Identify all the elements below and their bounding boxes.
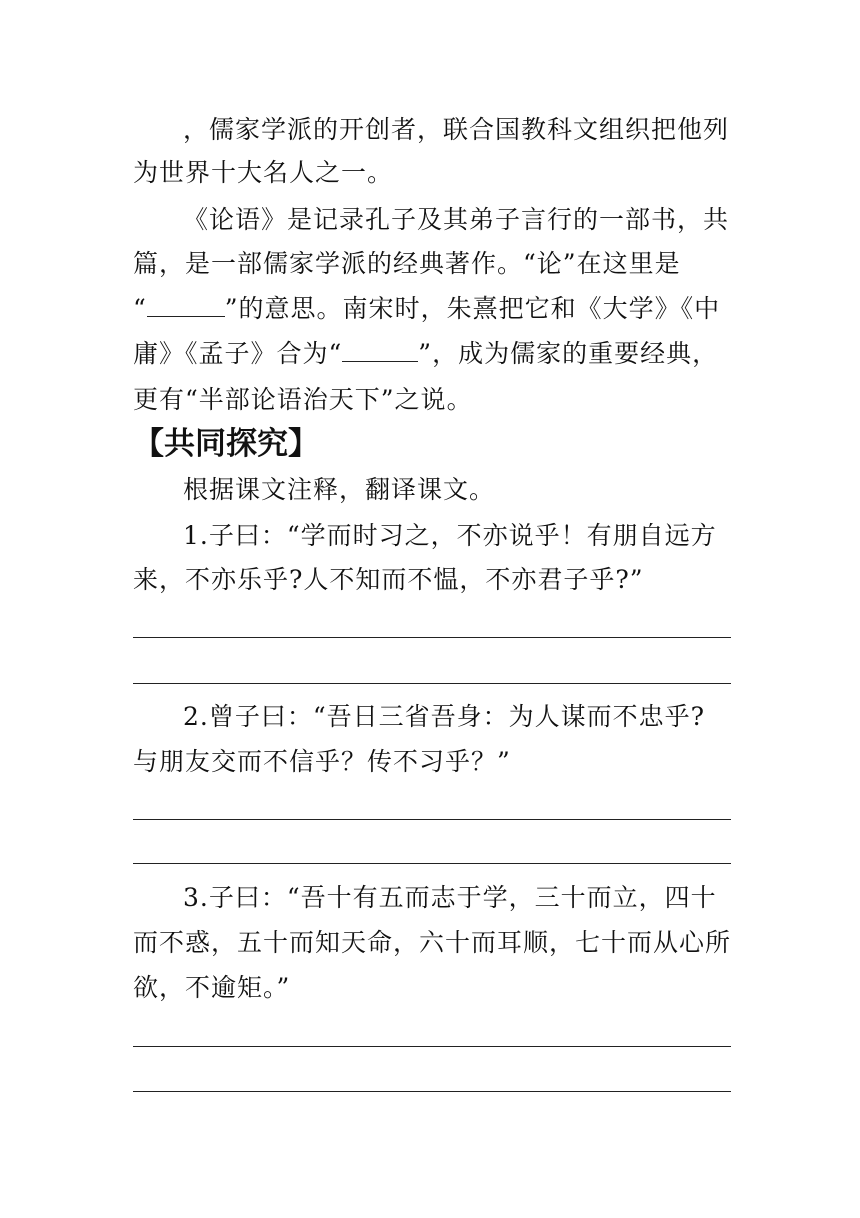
intro-p2-line4: [133, 337, 733, 371]
answer-line-q3-2[interactable]: [133, 1091, 731, 1092]
section-heading: 【共同探究】: [133, 426, 319, 462]
answer-line-q1-2[interactable]: [133, 683, 731, 684]
question-1-line1: 1.子曰：“学而时习之，不亦说乎！有朋自远方: [183, 521, 717, 550]
question-3-line3: 欲，不逾矩。”: [133, 973, 291, 1002]
answer-line-q2-1[interactable]: [133, 819, 731, 820]
intro-p2-line3: [133, 292, 733, 326]
fill-in-blank-four-books[interactable]: [342, 337, 418, 362]
intro-p1-line1: ，儒家学派的开创者，联合国教科文组织把他列: [183, 115, 730, 144]
intro-p2-line5: 更有“半部论语治天下”之说。: [133, 385, 473, 414]
question-2-line1: 2.曾子曰：“吾日三省吾身：为人谋而不忠乎?: [183, 702, 706, 731]
answer-line-q2-2[interactable]: [133, 863, 731, 864]
question-2-line2: 与朋友交而不信乎？传不习乎？”: [133, 747, 511, 776]
section-instruction: 根据课文注释，翻译课文。: [183, 475, 496, 504]
answer-line-q1-1[interactable]: [133, 637, 731, 638]
intro-p2-line4-start: 庸》《孟子》合为“: [133, 339, 343, 368]
answer-line-q3-1[interactable]: [133, 1046, 731, 1047]
intro-p2-line4-end: ”，成为儒家的重要经典，: [418, 339, 719, 368]
question-3-line2: 而不惑，五十而知天命，六十而耳顺，七十而从心所: [133, 928, 732, 957]
intro-p2-line3-end: ”的意思。南宋时，朱熹把它和《大学》《中: [224, 294, 721, 323]
fill-in-blank-lun-meaning[interactable]: [147, 292, 225, 317]
question-1-line2: 来，不亦乐乎?人不知而不愠，不亦君子乎?”: [133, 565, 644, 594]
question-3-line1: 3.子曰：“吾十有五而志于学，三十而立，四十: [183, 883, 717, 912]
intro-p2-line3-start: “: [133, 294, 147, 323]
intro-p2-line2: 篇，是一部儒家学派的经典著作。“论”在这里是: [133, 249, 681, 278]
intro-p1-line2: 为世界十大名人之一。: [133, 158, 394, 187]
intro-p2-line1: 《论语》是记录孔子及其弟子言行的一部书，共: [183, 205, 730, 234]
